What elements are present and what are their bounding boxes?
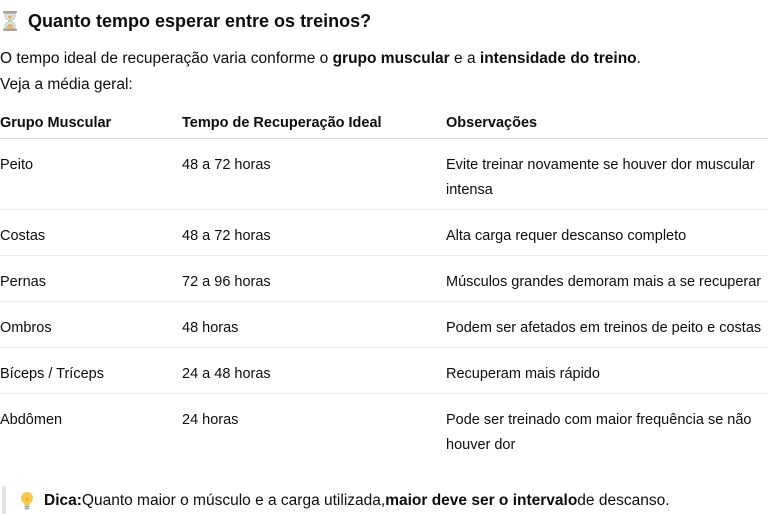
cell-recovery-time: 24 horas xyxy=(182,412,239,428)
intro-text-part: e a xyxy=(449,50,480,67)
page-title: Quanto tempo esperar entre os treinos? xyxy=(28,10,372,31)
table-row xyxy=(0,139,768,210)
table-row xyxy=(0,394,768,464)
cell-muscle-group: Bíceps / Tríceps xyxy=(0,366,104,382)
table-header-row xyxy=(0,108,768,139)
table-row xyxy=(0,348,768,394)
tip-text-part: Quanto maior o músculo e a carga utilizada, xyxy=(81,492,386,509)
cell-notes: Músculos grandes demoram mais a se recuperar xyxy=(446,274,762,290)
cell-notes: Recuperam mais rápido xyxy=(446,366,600,382)
intro-text-part: O tempo ideal de recuperação varia conforme o xyxy=(0,50,333,67)
cell-notes: Alta carga requer descanso completo xyxy=(446,228,687,244)
intro-emphasis-intensity: intensidade do treino xyxy=(479,50,637,67)
cell-muscle-group: Pernas xyxy=(0,274,46,290)
lightbulb-icon xyxy=(20,491,34,511)
cell-recovery-time: 48 a 72 horas xyxy=(182,157,271,173)
column-header-muscle-group: Grupo Muscular xyxy=(0,115,112,131)
cell-notes: Evite treinar novamente se houver dor muscular intensa xyxy=(446,157,755,198)
section-heading xyxy=(2,6,371,36)
tip-emphasis: maior deve ser o intervalo xyxy=(385,492,578,509)
cell-recovery-time: 48 horas xyxy=(182,320,239,336)
blockquote-bar xyxy=(2,486,6,514)
table-row xyxy=(0,302,768,348)
intro-line-2: Veja a média geral: xyxy=(0,76,133,93)
column-header-recovery-time: Tempo de Recuperação Ideal xyxy=(182,115,382,131)
tip-label: Dica: xyxy=(44,492,82,509)
cell-notes: Pode ser treinado com maior frequência se não houver dor xyxy=(446,412,752,453)
cell-muscle-group: Ombros xyxy=(0,320,52,336)
cell-muscle-group: Costas xyxy=(0,228,46,244)
cell-recovery-time: 72 a 96 horas xyxy=(182,274,271,290)
cell-recovery-time: 48 a 72 horas xyxy=(182,228,271,244)
cell-muscle-group: Peito xyxy=(0,157,34,173)
table-row xyxy=(0,210,768,256)
column-header-notes: Observações xyxy=(446,115,538,131)
tip-callout xyxy=(20,486,670,514)
intro-text xyxy=(0,46,768,98)
cell-recovery-time: 24 a 48 horas xyxy=(182,366,271,382)
intro-emphasis-muscle-group: grupo muscular xyxy=(332,50,450,67)
recovery-table xyxy=(0,108,768,464)
table-row xyxy=(0,256,768,302)
cell-muscle-group: Abdômen xyxy=(0,412,63,428)
intro-text-part: . xyxy=(636,50,641,67)
intro-line-1 xyxy=(0,46,768,72)
hourglass-icon xyxy=(2,10,18,32)
tip-text-part: de descanso. xyxy=(577,492,670,509)
cell-notes: Podem ser afetados em treinos de peito e costas xyxy=(446,320,762,336)
